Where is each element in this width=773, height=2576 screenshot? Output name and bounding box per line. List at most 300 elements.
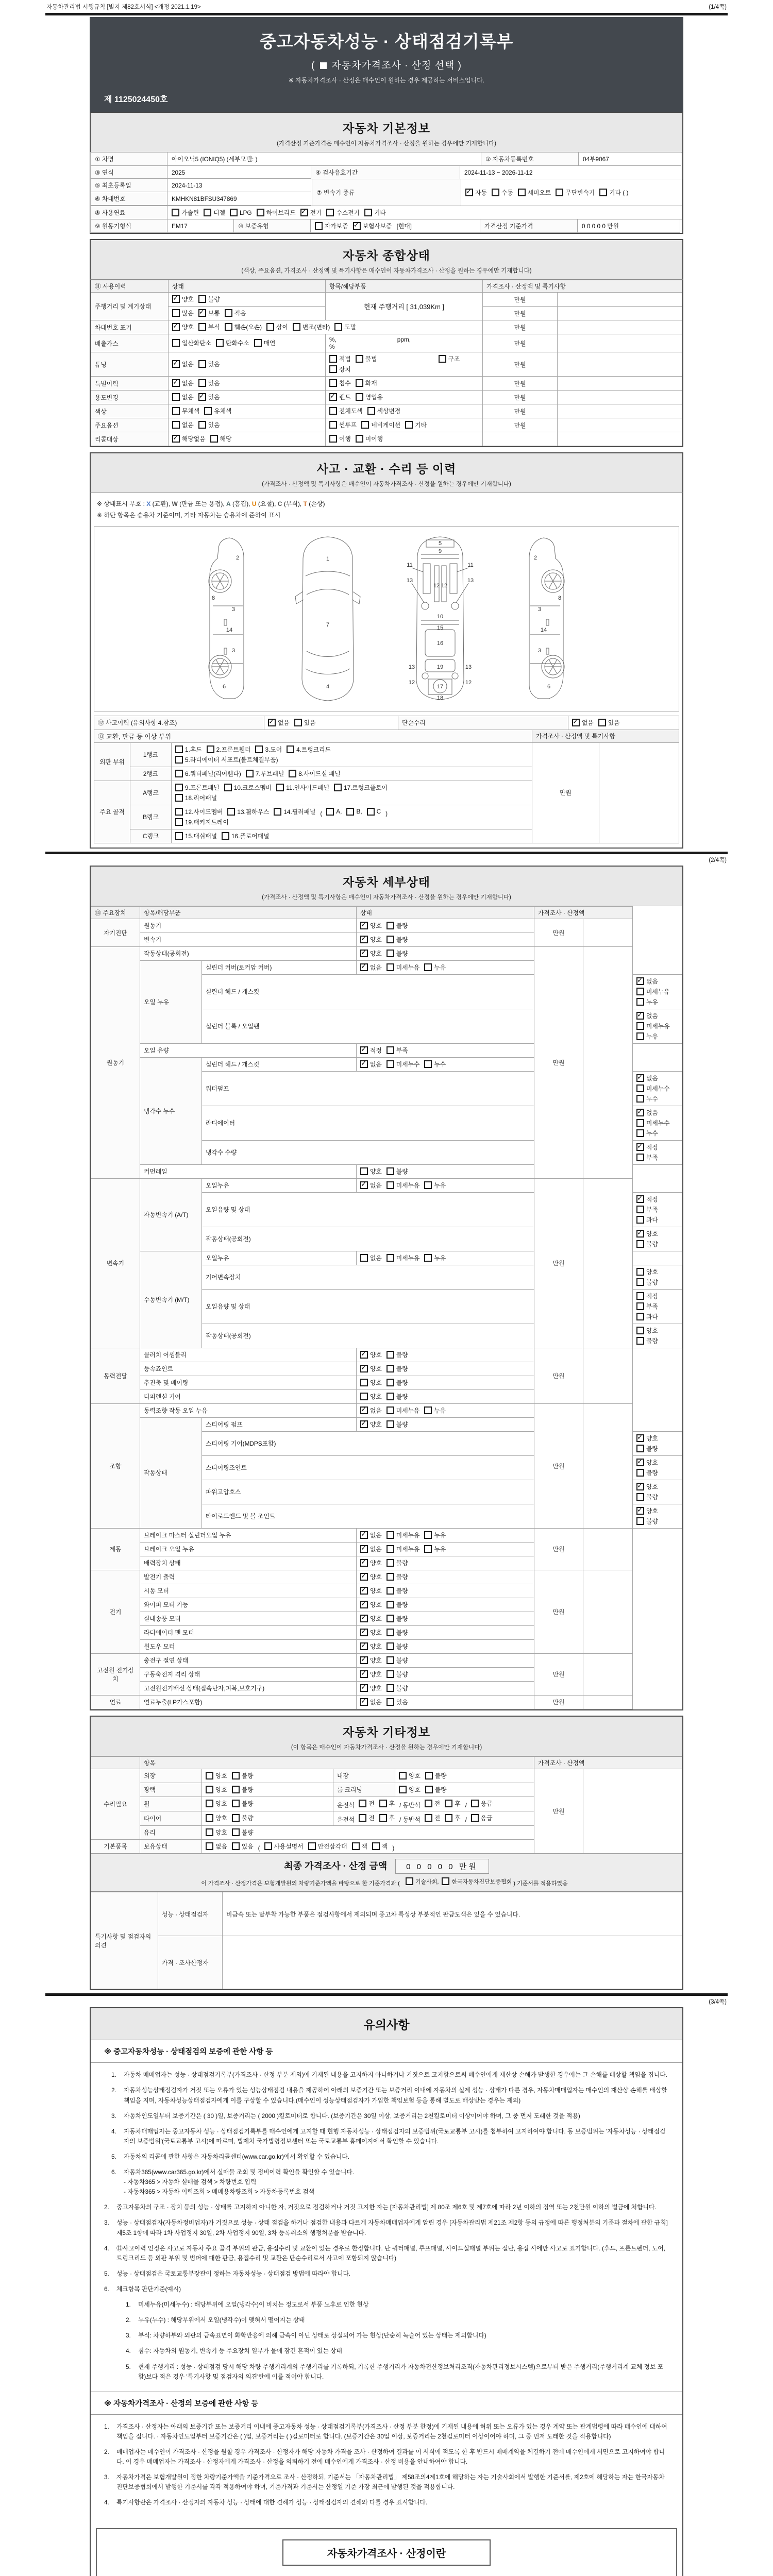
checkbox-box-icon bbox=[636, 1074, 644, 1082]
checkbox[interactable] bbox=[636, 1153, 658, 1162]
checkbox-label: 누수 bbox=[434, 1060, 446, 1068]
checkbox[interactable] bbox=[204, 208, 225, 217]
item-cell bbox=[326, 418, 483, 432]
checkbox[interactable] bbox=[232, 1799, 254, 1808]
checkbox[interactable] bbox=[424, 1060, 446, 1069]
checkbox[interactable] bbox=[198, 393, 220, 401]
checkbox[interactable] bbox=[636, 977, 658, 986]
checkbox[interactable] bbox=[204, 406, 231, 415]
simple-repair-label: 단순수리 bbox=[398, 716, 568, 730]
checkbox[interactable] bbox=[386, 1642, 408, 1651]
checkbox[interactable] bbox=[360, 1628, 382, 1637]
item-label: 스티어링조인트 bbox=[202, 1455, 534, 1480]
checkbox[interactable] bbox=[636, 1517, 658, 1526]
page-marker-3: (3/4쪽) bbox=[709, 1999, 727, 2006]
checkbox[interactable] bbox=[636, 1032, 658, 1041]
checkbox[interactable] bbox=[636, 1215, 658, 1224]
checkbox[interactable] bbox=[329, 406, 363, 415]
checkbox[interactable] bbox=[172, 393, 194, 401]
checkbox[interactable] bbox=[360, 1420, 382, 1429]
checkbox[interactable] bbox=[360, 963, 382, 972]
checkbox[interactable] bbox=[386, 1545, 420, 1553]
checkbox[interactable] bbox=[386, 1600, 408, 1609]
checkbox-box-icon bbox=[276, 784, 284, 791]
checkbox[interactable] bbox=[636, 1458, 658, 1467]
checkbox[interactable] bbox=[172, 420, 194, 429]
checkbox[interactable] bbox=[206, 1814, 227, 1822]
checkbox[interactable] bbox=[210, 434, 232, 443]
item-label: 룸 크리닝 bbox=[333, 1783, 395, 1797]
checkbox-label: 양호 bbox=[215, 1772, 227, 1780]
checkbox[interactable] bbox=[386, 1378, 408, 1387]
checkbox-box-icon bbox=[175, 832, 183, 840]
checkbox[interactable] bbox=[360, 1531, 382, 1539]
repair-group-label: 수리필요 bbox=[91, 1769, 140, 1839]
checkbox[interactable] bbox=[198, 309, 220, 317]
field-label: ④ 검사유효기간 bbox=[311, 165, 460, 179]
checkbox[interactable] bbox=[206, 1828, 227, 1837]
checkbox[interactable] bbox=[406, 1877, 439, 1886]
checkbox[interactable] bbox=[172, 338, 211, 347]
checkbox[interactable] bbox=[346, 808, 362, 816]
overall-state-table bbox=[91, 280, 682, 446]
checkbox[interactable] bbox=[308, 1842, 347, 1851]
checkbox[interactable] bbox=[360, 1378, 382, 1387]
checkbox[interactable] bbox=[315, 222, 348, 230]
checkbox-box-icon bbox=[471, 1814, 479, 1822]
checkbox[interactable] bbox=[636, 1011, 658, 1020]
select-checkbox-icon[interactable] bbox=[320, 62, 327, 69]
checkbox[interactable] bbox=[425, 1799, 440, 1808]
checkbox[interactable] bbox=[636, 1074, 658, 1082]
checkbox[interactable] bbox=[367, 406, 401, 415]
checkbox[interactable] bbox=[424, 963, 446, 972]
checkbox[interactable] bbox=[276, 783, 329, 792]
checkbox[interactable] bbox=[386, 1586, 408, 1595]
checkbox[interactable] bbox=[386, 921, 408, 930]
checkbox[interactable] bbox=[636, 1326, 658, 1335]
accident-history-table bbox=[94, 716, 679, 730]
checkbox[interactable] bbox=[172, 406, 199, 415]
section-title: 자동차 기본정보 bbox=[343, 122, 430, 135]
final-price-value: 0 0 0 0 0 만원 bbox=[395, 1859, 489, 1874]
checkbox[interactable] bbox=[636, 1108, 658, 1117]
row-label: 용도변경 bbox=[91, 391, 169, 404]
checkbox[interactable] bbox=[572, 718, 594, 727]
plain-text: / 동반석 bbox=[399, 1801, 421, 1809]
checkbox[interactable] bbox=[360, 1586, 382, 1595]
checkbox[interactable] bbox=[386, 949, 408, 958]
checkbox-label: 3.도어 bbox=[265, 745, 282, 753]
checkbox[interactable] bbox=[636, 997, 658, 1006]
checkbox[interactable] bbox=[360, 921, 382, 930]
checkbox[interactable] bbox=[386, 1572, 408, 1581]
checkbox[interactable] bbox=[230, 209, 252, 216]
checkbox[interactable] bbox=[636, 1118, 670, 1127]
checkbox[interactable] bbox=[636, 1468, 658, 1477]
checkbox[interactable] bbox=[216, 338, 249, 347]
checkbox[interactable] bbox=[439, 354, 460, 363]
checkbox-box-icon bbox=[264, 1842, 272, 1850]
checkbox-box-icon bbox=[386, 1559, 394, 1567]
checkbox[interactable] bbox=[232, 1828, 254, 1837]
checkbox[interactable] bbox=[386, 1060, 420, 1069]
checkbox[interactable] bbox=[360, 1670, 382, 1679]
checkbox[interactable] bbox=[361, 420, 400, 429]
checkbox[interactable] bbox=[266, 323, 288, 331]
checkbox[interactable] bbox=[636, 1022, 670, 1030]
checkbox-box-icon bbox=[175, 808, 183, 816]
item-label: 시동 모터 bbox=[140, 1584, 357, 1598]
checkbox[interactable] bbox=[367, 808, 381, 816]
checkbox[interactable] bbox=[334, 323, 356, 331]
checkbox-box-icon bbox=[360, 922, 368, 929]
checkbox[interactable] bbox=[225, 323, 262, 331]
checkbox[interactable] bbox=[636, 1493, 658, 1501]
checkbox[interactable] bbox=[386, 963, 420, 972]
checkbox[interactable] bbox=[636, 1094, 658, 1103]
item-label: 타이어 bbox=[140, 1811, 202, 1825]
checkbox-box-icon bbox=[379, 1800, 387, 1807]
checkbox[interactable] bbox=[198, 379, 220, 387]
checkbox[interactable] bbox=[360, 1060, 382, 1069]
item-label: 충전구 절연 상태 bbox=[140, 1653, 357, 1667]
checkbox[interactable] bbox=[424, 1545, 446, 1553]
device-group-label: 제동 bbox=[91, 1528, 140, 1570]
checkbox[interactable] bbox=[175, 755, 278, 764]
checkbox-box-icon bbox=[329, 355, 337, 363]
checkbox[interactable] bbox=[334, 783, 388, 792]
checkbox[interactable] bbox=[360, 1167, 382, 1176]
checkbox[interactable] bbox=[232, 1771, 254, 1780]
checkbox[interactable] bbox=[386, 1614, 408, 1623]
checkbox[interactable] bbox=[360, 1698, 382, 1706]
note-text: 현재 주행거리 : 성능 · 상태점검 당시 해당 차량 주행거리계의 주행거리를 기록하되, 기록한 주행거리가 자동차전산정보처리조직(자동차관리정보시스템)으로부터 받은 주행거리(주행거리계 교체 정보 포함)보다 적은 경우 '특기사항 및 점검자의 의견'란에 이를 적어야 합니다. bbox=[138, 2363, 664, 2380]
checkbox[interactable] bbox=[206, 1785, 227, 1794]
checkbox[interactable] bbox=[360, 1350, 382, 1359]
checkbox-box-icon bbox=[172, 421, 180, 429]
item-label: 외장 bbox=[140, 1769, 202, 1783]
checkbox-label: 없음 bbox=[182, 394, 194, 401]
checkbox[interactable] bbox=[518, 188, 551, 197]
checkbox[interactable] bbox=[329, 379, 351, 387]
checkbox[interactable] bbox=[445, 1814, 460, 1822]
checkbox[interactable] bbox=[364, 208, 386, 217]
note-item bbox=[104, 2269, 669, 2279]
checkbox[interactable] bbox=[471, 1814, 493, 1822]
checkbox[interactable] bbox=[175, 832, 217, 840]
checkbox[interactable] bbox=[175, 769, 241, 778]
checkbox[interactable] bbox=[386, 1558, 408, 1567]
checkbox[interactable] bbox=[360, 935, 382, 944]
checkbox[interactable] bbox=[399, 1785, 421, 1794]
checkbox[interactable] bbox=[175, 783, 220, 792]
checkbox[interactable] bbox=[636, 1434, 658, 1443]
svg-text:13: 13 bbox=[467, 577, 474, 584]
vin-value: KMHKN81BFSU347869 bbox=[167, 192, 311, 206]
checkbox[interactable] bbox=[360, 1046, 382, 1055]
checkbox[interactable] bbox=[471, 1799, 493, 1808]
checkbox[interactable] bbox=[329, 393, 351, 401]
checkbox[interactable] bbox=[227, 807, 269, 816]
checkbox[interactable] bbox=[379, 1814, 395, 1822]
section-etc-header bbox=[90, 1716, 683, 1756]
checkbox[interactable] bbox=[386, 1364, 408, 1373]
rank-label: 2랭크 bbox=[130, 767, 172, 781]
checkbox[interactable] bbox=[255, 745, 282, 754]
checkbox[interactable] bbox=[360, 1406, 382, 1415]
checkbox[interactable] bbox=[360, 1253, 382, 1262]
checkbox[interactable] bbox=[636, 1302, 658, 1311]
checkbox[interactable] bbox=[326, 208, 360, 217]
checkbox-box-icon bbox=[636, 1483, 644, 1490]
checkbox[interactable] bbox=[232, 1842, 254, 1851]
checkbox[interactable] bbox=[175, 807, 223, 816]
checkbox-label: 4.트렁크리드 bbox=[296, 745, 331, 753]
checkbox[interactable] bbox=[353, 222, 392, 230]
item-label: 스티어링 기어(MDPS포함) bbox=[202, 1431, 534, 1455]
table-cell: 상태 bbox=[169, 280, 326, 293]
checkbox[interactable] bbox=[293, 323, 330, 331]
checkbox[interactable] bbox=[224, 783, 272, 792]
checkbox[interactable] bbox=[198, 420, 220, 429]
checkbox[interactable] bbox=[206, 1771, 227, 1780]
checkbox[interactable] bbox=[386, 1420, 408, 1429]
plain-text: [현대] bbox=[396, 223, 412, 230]
checkbox[interactable] bbox=[636, 1129, 658, 1138]
checkbox[interactable] bbox=[636, 1336, 658, 1345]
note-item bbox=[104, 2244, 669, 2263]
checkbox[interactable] bbox=[232, 1785, 254, 1794]
checkbox-box-icon bbox=[636, 1129, 644, 1137]
checkbox[interactable] bbox=[386, 1167, 408, 1176]
note-text: 체크항목 판단기준(예시) bbox=[116, 2285, 181, 2293]
price-cell: 만원 bbox=[534, 919, 583, 946]
checkbox[interactable] bbox=[636, 1482, 658, 1491]
note-text: 침수: 자동차의 원동기, 변속기 등 주요장치 일부가 물에 잠긴 흔적이 있는 상태 bbox=[138, 2347, 342, 2355]
checkbox-box-icon bbox=[471, 1800, 479, 1807]
price-cell: 만원 bbox=[532, 742, 599, 843]
infobox-title: 자동차가격조사 · 산정이란 bbox=[282, 2539, 491, 2566]
checkbox[interactable] bbox=[360, 1364, 382, 1373]
checkbox-label: 과다 bbox=[646, 1313, 658, 1320]
table-row bbox=[91, 919, 682, 933]
checkbox[interactable] bbox=[386, 1392, 408, 1401]
checkbox[interactable] bbox=[636, 1267, 658, 1276]
checkbox[interactable] bbox=[257, 208, 296, 217]
checkbox[interactable] bbox=[386, 1350, 408, 1359]
checkbox[interactable] bbox=[636, 987, 670, 996]
checkbox[interactable] bbox=[492, 188, 513, 197]
checkbox[interactable] bbox=[386, 935, 408, 944]
svg-text:12: 12 bbox=[441, 582, 448, 589]
checkbox[interactable] bbox=[206, 1799, 227, 1808]
checkbox[interactable] bbox=[424, 1531, 446, 1539]
checkbox[interactable] bbox=[360, 1600, 382, 1609]
checkbox[interactable] bbox=[424, 1406, 446, 1415]
checkbox-label: 불량 bbox=[646, 1493, 658, 1501]
checkbox[interactable] bbox=[329, 434, 351, 443]
checkbox[interactable] bbox=[598, 718, 620, 727]
remark-cell bbox=[583, 1653, 633, 1695]
checkbox[interactable] bbox=[172, 295, 194, 303]
checkbox[interactable] bbox=[424, 1253, 446, 1262]
checkbox[interactable] bbox=[386, 1684, 408, 1692]
checkbox[interactable] bbox=[172, 323, 194, 331]
item-label: 발전기 출력 bbox=[140, 1570, 357, 1584]
checkbox[interactable] bbox=[172, 379, 194, 387]
checkbox[interactable] bbox=[175, 818, 229, 826]
checkbox[interactable] bbox=[360, 1181, 382, 1190]
field-label: ⑦ 변속기 종류 bbox=[312, 179, 461, 206]
checkbox[interactable] bbox=[246, 769, 284, 778]
checkbox[interactable] bbox=[636, 1278, 658, 1286]
checkbox[interactable] bbox=[445, 1799, 460, 1808]
checkbox[interactable] bbox=[198, 360, 220, 368]
checkbox[interactable] bbox=[356, 434, 383, 443]
svg-text:2: 2 bbox=[533, 554, 537, 561]
checkbox[interactable] bbox=[356, 354, 377, 363]
checkbox-box-icon bbox=[329, 421, 337, 429]
checkbox[interactable] bbox=[198, 295, 220, 303]
checkbox-label: 미세누수 bbox=[646, 1084, 670, 1092]
checkbox[interactable] bbox=[172, 309, 194, 317]
checkbox[interactable] bbox=[175, 793, 217, 802]
checkbox[interactable] bbox=[399, 1771, 421, 1780]
notes-box bbox=[90, 2007, 683, 2576]
checkbox[interactable] bbox=[198, 323, 220, 331]
checkbox[interactable] bbox=[329, 420, 357, 429]
checkbox-label: 구조 bbox=[448, 355, 460, 363]
checkbox[interactable] bbox=[207, 745, 251, 754]
checkbox[interactable] bbox=[360, 1656, 382, 1665]
checkbox[interactable] bbox=[465, 188, 487, 197]
table-row bbox=[91, 1570, 682, 1584]
inspector-label: 성능 · 상태점검자 bbox=[158, 1892, 223, 1936]
checkbox[interactable] bbox=[232, 1814, 254, 1822]
checkbox-box-icon bbox=[346, 808, 354, 816]
checkbox[interactable] bbox=[360, 1614, 382, 1623]
checkbox-box-icon bbox=[246, 770, 254, 777]
checkbox[interactable] bbox=[360, 1642, 382, 1651]
checkbox-box-icon bbox=[172, 360, 180, 368]
checkbox-label: 양호 bbox=[370, 1379, 382, 1386]
checkbox-label: 불량 bbox=[396, 1379, 408, 1386]
checkbox[interactable] bbox=[636, 1292, 658, 1300]
checkbox[interactable] bbox=[405, 420, 427, 429]
checkbox[interactable] bbox=[274, 807, 315, 816]
checkbox[interactable] bbox=[287, 745, 331, 754]
checkbox[interactable] bbox=[206, 1842, 227, 1851]
final-price-note bbox=[91, 1877, 682, 1888]
checkbox[interactable] bbox=[300, 208, 322, 217]
checkbox[interactable] bbox=[386, 1181, 420, 1190]
note-number: 2. bbox=[111, 2087, 116, 2094]
checkbox[interactable] bbox=[386, 1656, 408, 1665]
checkbox[interactable] bbox=[636, 1195, 658, 1204]
checkbox[interactable] bbox=[359, 1814, 374, 1822]
checkbox[interactable] bbox=[326, 808, 342, 816]
checkbox[interactable] bbox=[636, 1143, 658, 1151]
checkbox[interactable] bbox=[225, 309, 246, 317]
checkbox[interactable] bbox=[636, 1205, 658, 1214]
checkbox-label: 양호 bbox=[182, 324, 194, 331]
table-cell: ⑪ 사용이력 bbox=[91, 280, 169, 293]
checkbox[interactable] bbox=[356, 393, 383, 401]
checkbox[interactable] bbox=[329, 365, 351, 374]
checkbox[interactable] bbox=[172, 434, 206, 443]
checkbox[interactable] bbox=[360, 949, 382, 958]
checkbox[interactable] bbox=[386, 1628, 408, 1637]
checkbox[interactable] bbox=[386, 1253, 420, 1262]
checkbox[interactable] bbox=[386, 1531, 420, 1539]
checkbox[interactable] bbox=[636, 1229, 658, 1238]
checkbox-label: 있음 bbox=[208, 394, 220, 401]
checkbox[interactable] bbox=[442, 1877, 512, 1886]
checkbox[interactable] bbox=[425, 1771, 447, 1780]
checkbox[interactable] bbox=[425, 1814, 440, 1822]
field-label: ② 자동차등록번호 bbox=[481, 152, 579, 166]
checkbox[interactable] bbox=[294, 718, 316, 727]
checkbox[interactable] bbox=[360, 1545, 382, 1553]
checkbox[interactable] bbox=[386, 1406, 420, 1415]
checkbox[interactable] bbox=[268, 718, 290, 727]
table-cell: 항목/해당부품 bbox=[326, 280, 483, 293]
checkbox[interactable] bbox=[379, 1799, 395, 1808]
checkbox[interactable] bbox=[222, 832, 269, 840]
checkbox[interactable] bbox=[386, 1670, 408, 1679]
checkbox-box-icon bbox=[227, 808, 235, 816]
checkbox[interactable] bbox=[386, 1698, 408, 1706]
checkbox[interactable] bbox=[359, 1799, 374, 1808]
checkbox[interactable] bbox=[172, 360, 194, 368]
checkbox[interactable] bbox=[636, 1240, 658, 1248]
checkbox-label: 양호 bbox=[646, 1507, 658, 1515]
checkbox[interactable] bbox=[636, 1506, 658, 1515]
checkbox[interactable] bbox=[360, 1684, 382, 1692]
svg-text:8: 8 bbox=[211, 595, 215, 601]
checkbox[interactable] bbox=[175, 745, 202, 754]
checkbox[interactable] bbox=[352, 1842, 367, 1851]
checkbox-box-icon bbox=[360, 1615, 368, 1622]
checkbox-box-icon bbox=[254, 339, 262, 347]
price-cell: 만원 bbox=[483, 293, 558, 307]
checkbox[interactable] bbox=[636, 1084, 670, 1093]
checkbox[interactable] bbox=[636, 1444, 658, 1453]
row-label: 주행거리 및 계기상태 bbox=[91, 293, 169, 320]
checkbox[interactable] bbox=[424, 1181, 446, 1190]
checkbox[interactable] bbox=[425, 1785, 447, 1794]
checkbox[interactable] bbox=[289, 769, 341, 778]
checkbox[interactable] bbox=[360, 1558, 382, 1567]
checkbox-box-icon bbox=[206, 1814, 213, 1822]
checkbox[interactable] bbox=[372, 1842, 388, 1851]
checkbox[interactable] bbox=[386, 1046, 408, 1055]
checkbox[interactable] bbox=[329, 354, 351, 363]
checkbox-box-icon bbox=[172, 339, 180, 347]
checkbox[interactable] bbox=[356, 379, 377, 387]
checkbox[interactable] bbox=[360, 1572, 382, 1581]
checkbox[interactable] bbox=[599, 188, 628, 197]
notes-groupA-list bbox=[91, 2063, 682, 2392]
checkbox[interactable] bbox=[360, 1392, 382, 1401]
checkbox[interactable] bbox=[264, 1842, 304, 1851]
checkbox[interactable] bbox=[556, 188, 595, 197]
checkbox[interactable] bbox=[636, 1312, 658, 1321]
checkbox[interactable] bbox=[172, 208, 199, 217]
checkbox[interactable] bbox=[254, 338, 276, 347]
state-checks bbox=[357, 1417, 534, 1431]
